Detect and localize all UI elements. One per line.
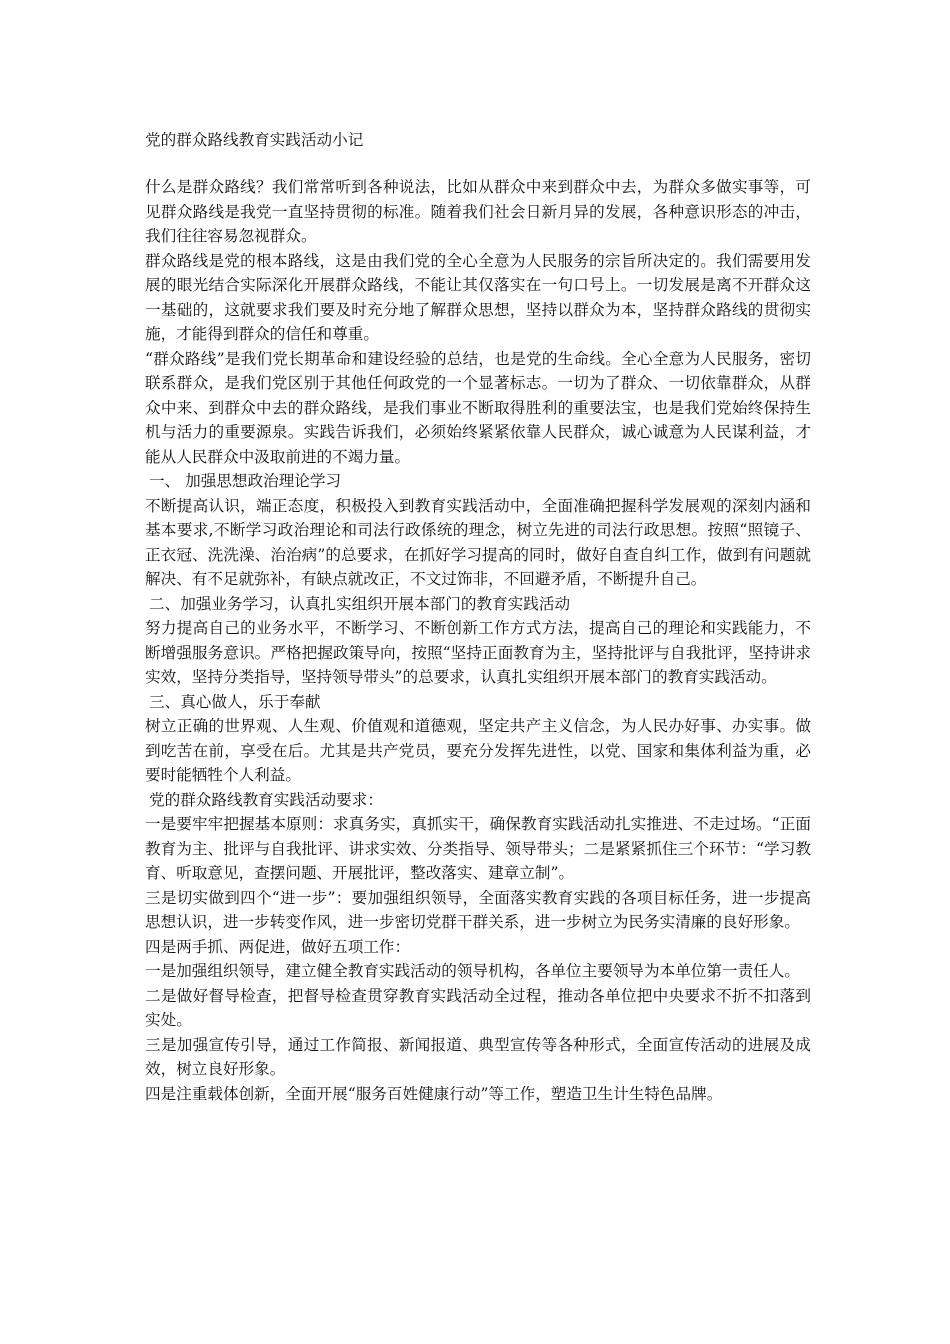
section-heading: 一、 加强思想政治理论学习 (149, 472, 342, 490)
paragraph: 树立正确的世界观、人生观、价值观和道德观，坚定共产主义信念，为人民办好事、办实事。做到吃苦在前，享受在后。尤其是共产党员，要充分发挥先进性，以党、国家和集体利益为重，必要时能牺牲个人利益。 (145, 717, 811, 784)
paragraph: “群众路线”是我们党长期革命和建设经验的总结，也是党的生命线。全心全意为人民服务，密切联系群众，是我们党区别于其他任何政党的一个显著标志。一切为了群众、一切依靠群众，从群众中来、到群众中去的群众路线，是我们事业不断取得胜利的重要法宝，也是我们党始终保持生机与活力的重要源泉。实践告诉我们，必须始终紧紧依靠人民群众，诚心诚意为人民谋利益，才能从人民群众中汲取前进的不竭力量。 (145, 349, 811, 466)
section-heading: 二、加强业务学习，认真扎实组织开展本部门的教育实践活动 (149, 594, 571, 613)
paragraph: 四是两手抓、两促进，做好五项工作： (145, 937, 411, 956)
section-heading: 三、真心做人，乐于奉献 (149, 692, 321, 711)
paragraph: 一是加强组织领导，建立健全教育实践活动的领导机构，各单位主要领导为本单位第一责任人。 (145, 962, 800, 980)
paragraph: 一是要牢牢把握基本原则：求真务实，真抓实干，确保教育实践活动扎实推进、不走过场。“正面教育为主、批评与自我批评、讲求实效、分类指导、领导带头；二是紧紧抓住三个环节：“学习教育、听取意见，查摆问题、开展批评，整改落实、建章立制”。 (145, 815, 811, 882)
paragraph: 什么是群众路线？我们常常听到各种说法，比如从群众中来到群众中去，为群众多做实事等，可见群众路线是我党一直坚持贯彻的标准。随着我们社会日新月异的发展，各种意识形态的冲击，我们往往容易忽视群众。 (145, 178, 811, 245)
paragraph: 群众路线是党的根本路线，这是由我们党的全心全意为人民服务的宗旨所决定的。我们需要用发展的眼光结合实际深化开展群众路线，不能让其仅落实在一句口号上。一切发展是离不开群众这一基础的，这就要求我们要及时充分地了解群众思想，坚持以群众为本，坚持群众路线的贯彻实施，才能得到群众的信任和尊重。 (145, 251, 811, 343)
paragraph: 三是加强宣传引导，通过工作简报、新闻报道、典型宣传等各种形式，全面宣传活动的进展及成效，树立良好形象。 (145, 1035, 811, 1078)
document-body (145, 175, 811, 1106)
section-heading: 党的群众路线教育实践活动要求： (149, 790, 383, 809)
paragraph: 不断提高认识，端正态度，积极投入到教育实践活动中，全面准确把握科学发展观的深刻内涵和基本要求,不断学习政治理论和司法行政係统的理念，树立先进的司法行政思想。按照“照镜子、正衣冠、洗洗澡、治治病”的总要求，在抓好学习提高的同时，做好自查自纠工作，做到有问题就解决、有不足就弥补，有缺点就改正，不文过饰非，不回避矛盾，不断提升自己。 (145, 496, 811, 588)
document-title: 党的群众路线教育实践活动小记 (145, 131, 364, 149)
paragraph: 四是注重载体创新，全面开展“服务百姓健康行动”等工作，塑造卫生计生特色品牌。 (145, 1084, 723, 1103)
paragraph: 二是做好督导检查，把督导检查贯穿教育实践活动全过程，推动各单位把中央要求不折不扣落到实处。 (145, 986, 811, 1029)
paragraph: 三是切实做到四个“进一步”：要加强组织领导，全面落实教育实践的各项目标任务，进一步提高思想认识，进一步转变作风，进一步密切党群干群关系，进一步树立为民务实清廉的良好形象。 (145, 888, 811, 931)
paragraph: 努力提高自己的业务水平，不断学习、不断创新工作方式方法，提高自己的理论和实践能力，不断增强服务意识。严格把握政策导向，按照“坚持正面教育为主，坚持批评与自我批评，坚持讲求实效，坚持分类指导，坚持领导带头”的总要求，认真扎实组织开展本部门的教育实践活动。 (145, 619, 811, 686)
